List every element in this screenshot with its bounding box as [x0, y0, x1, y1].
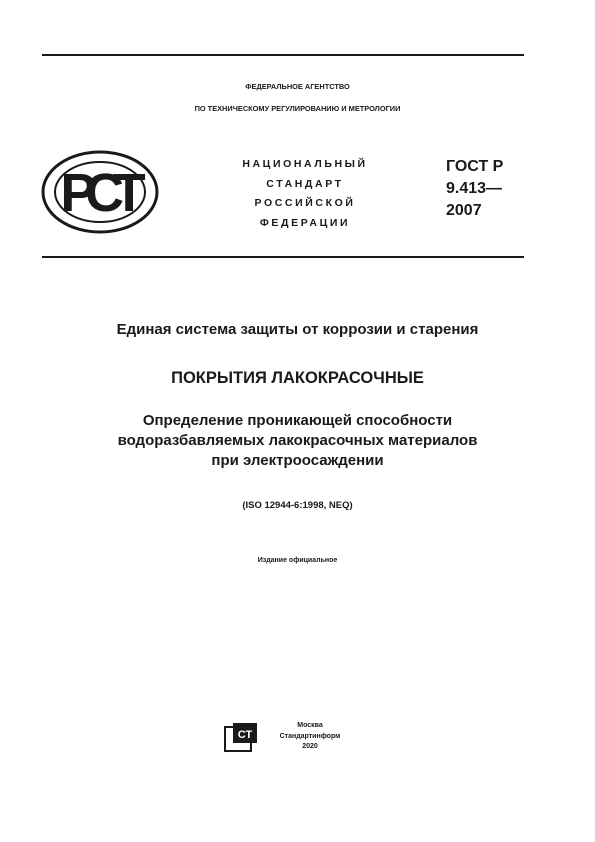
bottom-rule: [42, 256, 524, 258]
agency-name-line-2: ПО ТЕХНИЧЕСКОМУ РЕГУЛИРОВАНИЮ И МЕТРОЛОГИИ: [194, 104, 401, 113]
publisher-city: Москва: [297, 722, 323, 729]
subtitle: [0, 411, 595, 471]
subtitle-line-3: при электроосаждении: [211, 452, 384, 469]
publisher-name: Стандартинформ: [279, 732, 341, 740]
rst-mark-text: РСТ: [60, 163, 136, 223]
national-standard-label: [215, 155, 395, 233]
standard-line-2: СТАНДАРТ: [266, 177, 344, 190]
standard-line-4: ФЕДЕРАЦИИ: [259, 216, 351, 229]
standartinform-logo-icon: [224, 722, 258, 752]
top-rule: [42, 54, 524, 56]
gost-line-3: 2007: [446, 202, 482, 219]
gost-designation: [446, 156, 503, 222]
publisher-year: 2020: [302, 743, 318, 750]
main-title: ПОКРЫТИЯ ЛАКОКРАСОЧНЫЕ: [171, 369, 424, 387]
iso-reference: (ISO 12944-6:1998, NEQ): [242, 500, 353, 511]
publisher-logo-text: СТ: [237, 729, 253, 741]
standard-line-3: РОССИЙСКОЙ: [254, 197, 356, 209]
subtitle-line-1: Определение проникающей способности: [142, 412, 453, 429]
edition-note: Издание официальное: [257, 557, 338, 564]
gost-line-2: 9.413—: [446, 180, 503, 197]
gost-line-1: ГОСТ Р: [446, 158, 504, 175]
publisher-info: [270, 721, 350, 753]
subtitle-line-2: водоразбавляемых лакокрасочных материалов: [117, 432, 478, 449]
standard-line-1: НАЦИОНАЛЬНЫЙ: [242, 158, 368, 170]
agency-name-line-1: ФЕДЕРАЛЬНОЕ АГЕНТСТВО: [245, 82, 350, 91]
system-title: Единая система защиты от коррозии и старения: [116, 321, 479, 338]
rst-mark-icon: [40, 149, 160, 235]
